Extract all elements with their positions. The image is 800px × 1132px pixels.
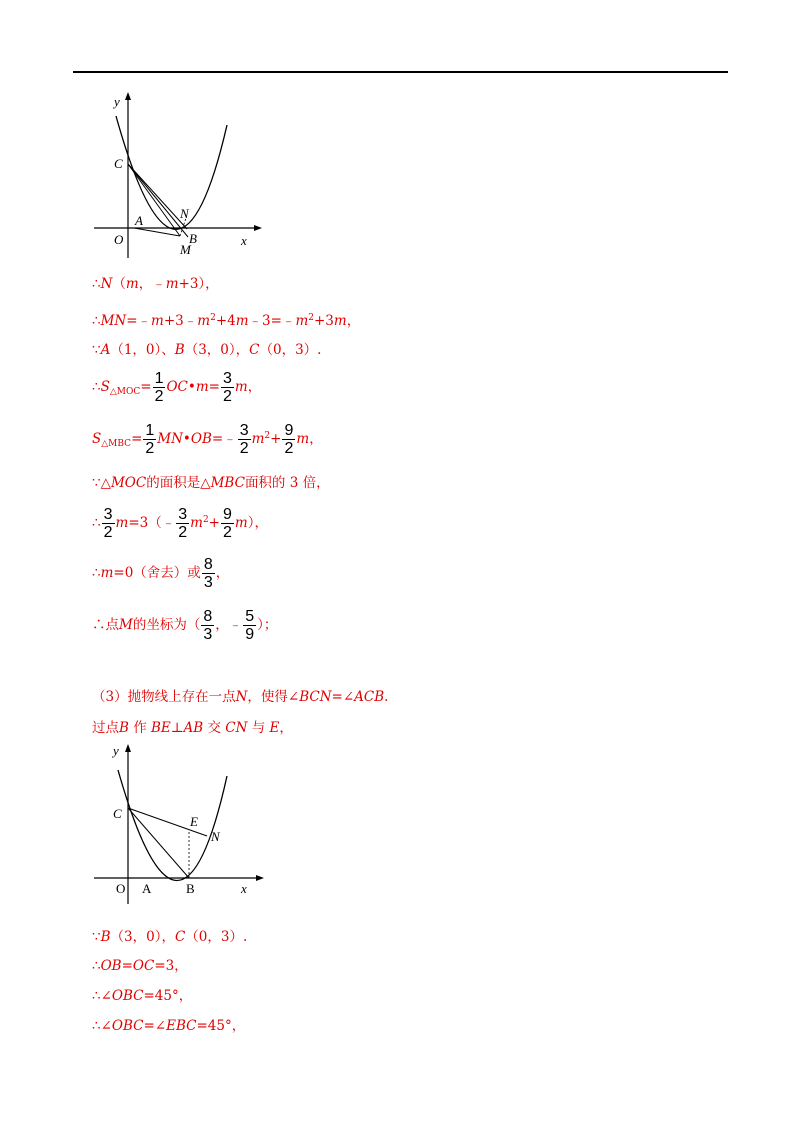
fraction: $\frac{9}{2}$ <box>284 422 294 457</box>
line-12: ∵B（3，0），C（0，3）. <box>92 929 248 945</box>
line-1: ∴N（m，﹣m+3）， <box>92 276 219 292</box>
fig2-b-label: B <box>186 881 195 896</box>
fraction: $\frac{3}{2}$ <box>239 422 249 457</box>
fig1-c-label: C <box>114 156 123 171</box>
fraction: $\frac{9}{2}$ <box>222 506 232 541</box>
fig1-a-label: A <box>135 213 143 228</box>
fraction: $\frac{1}{2}$ <box>154 370 164 405</box>
fig2-c-label: C <box>113 806 122 821</box>
fig1-n-label: N <box>180 206 189 221</box>
fig2-x-label: x <box>241 881 247 896</box>
fig2-n-label: N <box>211 829 220 844</box>
figure-2 <box>88 738 268 908</box>
line-4: $\therefore S_{\triangle MOC}=$ $\frac{1}{2}$ OC•m= $\frac{3}{2}$ m， <box>92 370 262 405</box>
fig2-a-label: A <box>142 881 152 896</box>
line-2: $\therefore MN=﹣m+3﹣m^2+4m﹣3=﹣m^2+3m$， <box>92 313 361 329</box>
figure-1 <box>88 88 268 263</box>
line-10: （3）抛物线上存在一点N，使得∠BCN=∠ACB. <box>92 689 389 705</box>
fraction: $\frac{8}{3}$ <box>203 556 213 591</box>
header-rule <box>73 71 728 73</box>
fig2-origin-label: O <box>116 881 126 896</box>
fig1-b-label: B <box>189 231 197 246</box>
line-8: ∴m=0（舍去）或 $\frac{8}{3}$ ， <box>92 556 230 591</box>
line-3: ∵A（1，0）、B（3，0），C（0，3）. <box>92 342 322 358</box>
fig2-e-label: E <box>190 814 198 829</box>
line-6: ∵△MOC的面积是△MBC面积的 3 倍， <box>92 475 330 491</box>
fig1-x-label: x <box>241 233 247 248</box>
line-14: ∴∠OBC=45°， <box>92 988 193 1004</box>
fraction: $\frac{1}{2}$ <box>145 422 155 457</box>
fraction: $\frac{5}{9}$ <box>245 608 255 643</box>
fig1-y-label: y <box>114 94 120 109</box>
fraction: $\frac{3}{2}$ <box>222 370 232 405</box>
fig1-origin-label: O <box>114 232 124 247</box>
line-9: ∴点M的坐标为（ $\frac{8}{3}$ ，﹣ $\frac{5}{9}$ ）； <box>92 608 278 643</box>
line-13: ∴OB=OC=3， <box>92 958 188 974</box>
fig1-m-label: M <box>180 242 191 257</box>
fraction: $\frac{8}{3}$ <box>203 608 213 643</box>
line-11: 过点B 作 BE⊥AB 交 CN 与 E， <box>92 720 293 736</box>
line-7: ∴ $\frac{3}{2}$ m=3（﹣ $\frac{3}{2}$ $m^2+$ $\frac{9}{2}$ m）， <box>92 506 268 541</box>
fig2-y-label: y <box>113 743 119 758</box>
fraction: $\frac{3}{2}$ <box>178 506 188 541</box>
fraction: $\frac{3}{2}$ <box>103 506 113 541</box>
line-5: $S_{\triangle MBC}=$ $\frac{1}{2}$ MN•OB=﹣ $\frac{3}{2}$ $m^2+$ $\frac{9}{2}$ m， <box>92 422 323 457</box>
line-15: ∴∠OBC=∠EBC=45°， <box>92 1018 246 1034</box>
